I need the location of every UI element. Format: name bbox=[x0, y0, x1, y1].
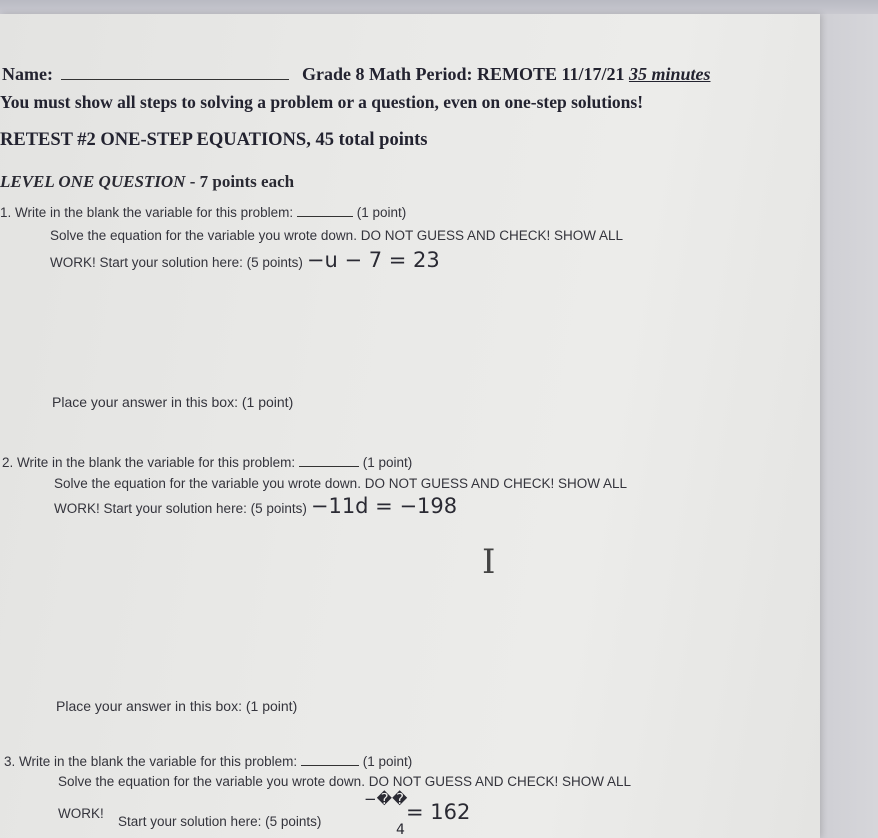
q1-equation: −u − 7 = 23 bbox=[306, 248, 440, 272]
q2-work-line bbox=[54, 494, 457, 518]
text-cursor-icon: I bbox=[482, 542, 496, 582]
q3-blank-line bbox=[4, 754, 412, 769]
q2-work-label: WORK! Start your solution here: (5 points) bbox=[54, 501, 307, 516]
name-line bbox=[2, 64, 711, 85]
name-blank[interactable] bbox=[61, 79, 289, 80]
right-bezel bbox=[820, 14, 878, 838]
document-page[interactable] bbox=[0, 14, 820, 838]
q2-blank-points: (1 point) bbox=[362, 455, 413, 470]
q1-blank-line bbox=[0, 205, 406, 220]
q1-blank-points: (1 point) bbox=[356, 205, 407, 220]
q3-work-label-a: WORK! bbox=[58, 806, 104, 821]
class-info: Grade 8 Math Period: REMOTE 11/17/21 bbox=[301, 64, 625, 84]
q1-number: 1. bbox=[0, 205, 12, 220]
q1-solve-line: Solve the equation for the variable you wrote down. DO NOT GUESS AND CHECK! SHOW ALL bbox=[50, 228, 623, 243]
q1-variable-blank[interactable] bbox=[297, 216, 353, 217]
q3-blank-points: (1 point) bbox=[362, 754, 413, 769]
q2-number: 2. bbox=[2, 455, 14, 470]
time-limit: 35 minutes bbox=[628, 64, 711, 84]
q1-blank-prompt: Write in the blank the variable for this problem: bbox=[15, 205, 294, 220]
q1-work-label: WORK! Start your solution here: (5 points) bbox=[50, 255, 303, 270]
q3-work-label-b: Start your solution here: (5 points) bbox=[118, 814, 322, 829]
level-heading bbox=[0, 172, 294, 192]
level-label: LEVEL ONE QUESTION bbox=[0, 172, 186, 191]
q3-eq-rhs: = 162 bbox=[406, 800, 471, 824]
q2-variable-blank[interactable] bbox=[299, 466, 359, 467]
q2-answer-label: Place your answer in this box: (1 point) bbox=[56, 698, 298, 714]
q2-solve-line: Solve the equation for the variable you wrote down. DO NOT GUESS AND CHECK! SHOW ALL bbox=[54, 476, 627, 491]
q1-work-line bbox=[50, 248, 440, 272]
name-label: Name: bbox=[2, 64, 53, 84]
level-points: - 7 points each bbox=[189, 172, 295, 191]
q3-blank-prompt: Write in the blank the variable for this problem: bbox=[19, 754, 298, 769]
q1-answer-label: Place your answer in this box: (1 point) bbox=[52, 394, 294, 410]
instructions: You must show all steps to solving a problem or a question, even on one-step solutions! bbox=[0, 92, 644, 112]
q2-equation: −11d = −198 bbox=[310, 494, 458, 518]
q3-number: 3. bbox=[4, 754, 16, 769]
page-title: RETEST #2 ONE-STEP EQUATIONS, 45 total points bbox=[0, 130, 428, 150]
q3-eq-denominator: 4 bbox=[396, 822, 405, 838]
q2-blank-prompt: Write in the blank the variable for this problem: bbox=[17, 455, 296, 470]
q2-blank-line bbox=[2, 455, 412, 470]
q3-solve-line: Solve the equation for the variable you wrote down. DO NOT GUESS AND CHECK! SHOW ALL bbox=[58, 774, 631, 789]
q3-variable-blank[interactable] bbox=[301, 765, 359, 766]
q3-eq-numerator: −�� bbox=[364, 790, 408, 808]
